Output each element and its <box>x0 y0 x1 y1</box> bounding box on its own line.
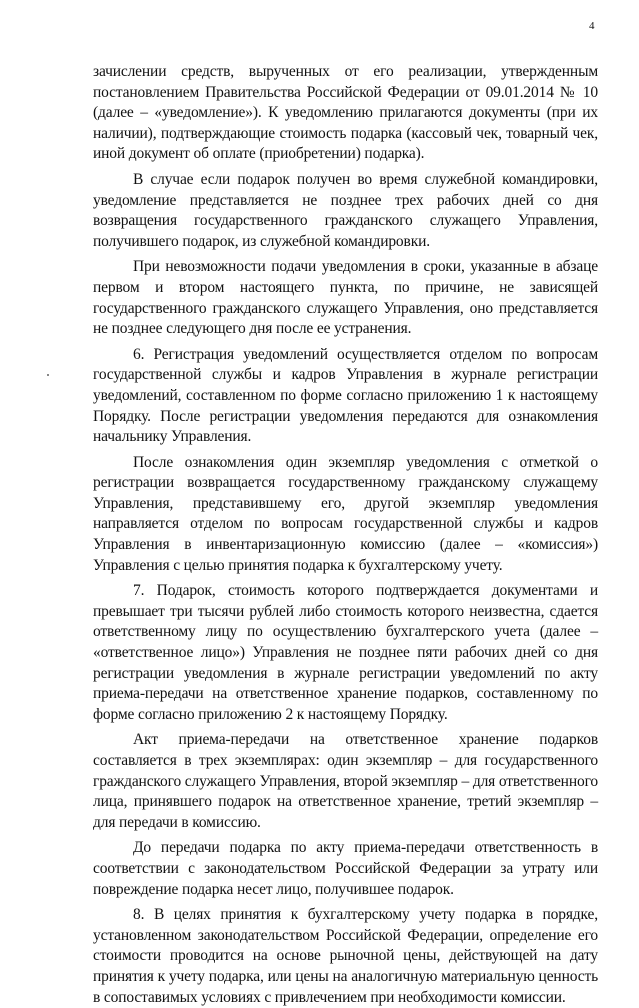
document-body <box>93 62 598 1008</box>
paragraph-item-6-registration: 6. Регистрация уведомлений осуществляется отделом по вопросам государственной службы и кадров Управления в журнале регистрации уведомлений, составленном по форме согласно приложению 1 к настоящему Порядку. После регистрации уведомления передаются для ознакомления начальнику Управления. <box>93 345 598 446</box>
paragraph-transfer-act: Акт приема-передачи на ответственное хранение подарков составляется в трех экземплярах: один экземпляр – для государственного гражданского служащего Управления, второй экземпляр – для ответственного лица, принявшего подарок на ответственное хранение, третий экземпляр – для передачи в комиссию. <box>93 731 598 831</box>
paragraph-notification-continuation: зачислении средств, вырученных от его реализации, утвержденным постановлением Правительства Российской Федерации от 09.01.2014 № 10 (далее – «уведомление»). К уведомлению прилагаются документы (при их наличии), подтверждающие стоимость подарка (кассовый чек, товарный чек, иной документ об оплате (приобретении) подарка). <box>93 63 598 163</box>
page-number: 4 <box>589 20 595 32</box>
paragraph-item-7-gift: 7. Подарок, стоимость которого подтверждается документами и превышает три тысячи рублей либо стоимость которого неизвестна, сдается ответственному лицу по осуществлению бухгалтерского учета (далее – «ответственное лицо») Управления не позднее пяти рабочих дней со дня регистрации уведомления в журнале регистрации уведомлений по акту приема-передачи на ответственное хранение подарков, составленному по форме согласно приложению 2 к настоящему Порядку. <box>93 582 598 723</box>
paragraph-item-8-accounting: 8. В целях принятия к бухгалтерскому учету подарка в порядке, установленном законодательством Российской Федерации, определение его стоимости проводится на основе рыночной цены, действующей на дату принятия к учету подарка, или цены на аналогичную материальную ценность в сопоставимых условиях с привлечением при необходимости комиссии. <box>93 906 598 1006</box>
paragraph-impossibility: При невозможности подачи уведомления в сроки, указанные в абзаце первом и втором настоящего пункта, по причине, не зависящей государственного гражданского служащего Управления, оно представляется не позднее следующего дня после ее устранения. <box>93 258 598 338</box>
scan-speck <box>47 374 49 376</box>
paragraph-responsibility: До передачи подарка по акту приема-передачи ответственность в соответствии с законодательством Российской Федерации за утрату или повреждение подарка несет лицо, получившее подарок. <box>93 839 598 898</box>
paragraph-after-review: После ознакомления один экземпляр уведомления с отметкой о регистрации возвращается государственному гражданскому служащему Управления, представившему его, другой экземпляр уведомления направляется отделом по вопросам государственной службы и кадров Управления в инвентаризационную комиссию (далее – «комиссия») Управления с целью принятия подарка к бухгалтерскому учету. <box>93 453 598 574</box>
paragraph-business-trip: В случае если подарок получен во время служебной командировки, уведомление представляется не позднее трех рабочих дней со дня возвращения государственного гражданского служащего Управления, получившего подарок, из служебной командировки. <box>93 170 598 250</box>
